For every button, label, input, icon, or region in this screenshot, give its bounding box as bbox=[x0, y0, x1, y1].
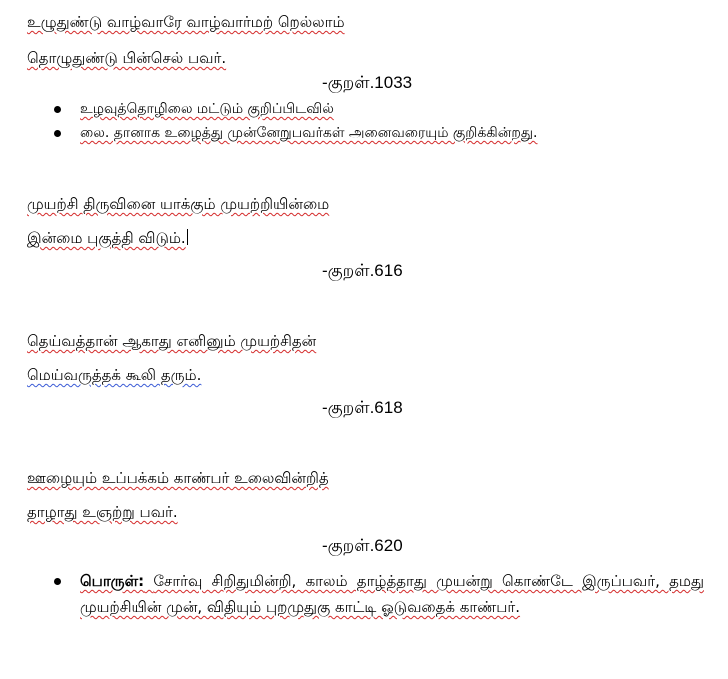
kural-616-line-2: இன்மை புகுத்தி விடும். bbox=[27, 229, 186, 247]
kural-1033-line-2: தொழுதுண்டு பின்செல் பவர். bbox=[27, 49, 227, 67]
notes-1033-list bbox=[0, 97, 537, 145]
note-1033-text-1: உழவுத்தொழிலை மட்டும் குறிப்பிடவில் bbox=[80, 101, 334, 117]
kural-1033-line-1: உழுதுண்டு வாழ்வாரே வாழ்வார்மற் றெல்லாம் bbox=[27, 13, 345, 31]
kural-616-reference: -குறள்.616 bbox=[322, 261, 403, 280]
bullet-icon bbox=[54, 106, 61, 113]
bullet-icon bbox=[54, 578, 61, 585]
list-item bbox=[0, 121, 537, 145]
kural-620-line-2: தாழாது உஞற்று பவர். bbox=[27, 503, 178, 521]
note-1033-text-2: லை. தானாக உழைத்து முன்னேறுபவர்கள் அனைவரையும் குறிக்கின்றது. bbox=[80, 125, 538, 141]
meaning-620-label: பொருள்: bbox=[80, 572, 145, 590]
kural-618-line-2: மெய்வருத்தக் கூலி தரும். bbox=[27, 366, 202, 384]
kural-618-line-1: தெய்வத்தான் ஆகாது எனினும் முயற்சிதன் bbox=[27, 332, 317, 350]
kural-618-reference: -குறள்.618 bbox=[322, 398, 403, 417]
kural-1033-reference: -குறள்.1033 bbox=[322, 73, 413, 92]
bullet-icon bbox=[54, 130, 61, 137]
kural-616-line-1: முயற்சி திருவினை யாக்கும் முயற்றியின்மை bbox=[27, 195, 330, 213]
kural-620-reference: -குறள்.620 bbox=[322, 536, 403, 555]
kural-616-line-2-wrap bbox=[27, 228, 188, 248]
meaning-620-paragraph bbox=[80, 568, 704, 620]
meaning-620-text: சோர்வு சிறிதுமின்றி, காலம் தாழ்த்தாது முயன்று கொண்டே இருப்பவர், தமது முயற்சியின் முன், விதியும் புறமுதுகு காட்டி ஓடுவதைக் காண்பர். bbox=[80, 572, 704, 616]
text-cursor bbox=[187, 229, 188, 245]
kural-620-line-1: ஊழையும் உப்பக்கம் காண்பர் உலைவின்றித் bbox=[27, 469, 329, 487]
list-item bbox=[0, 97, 537, 121]
